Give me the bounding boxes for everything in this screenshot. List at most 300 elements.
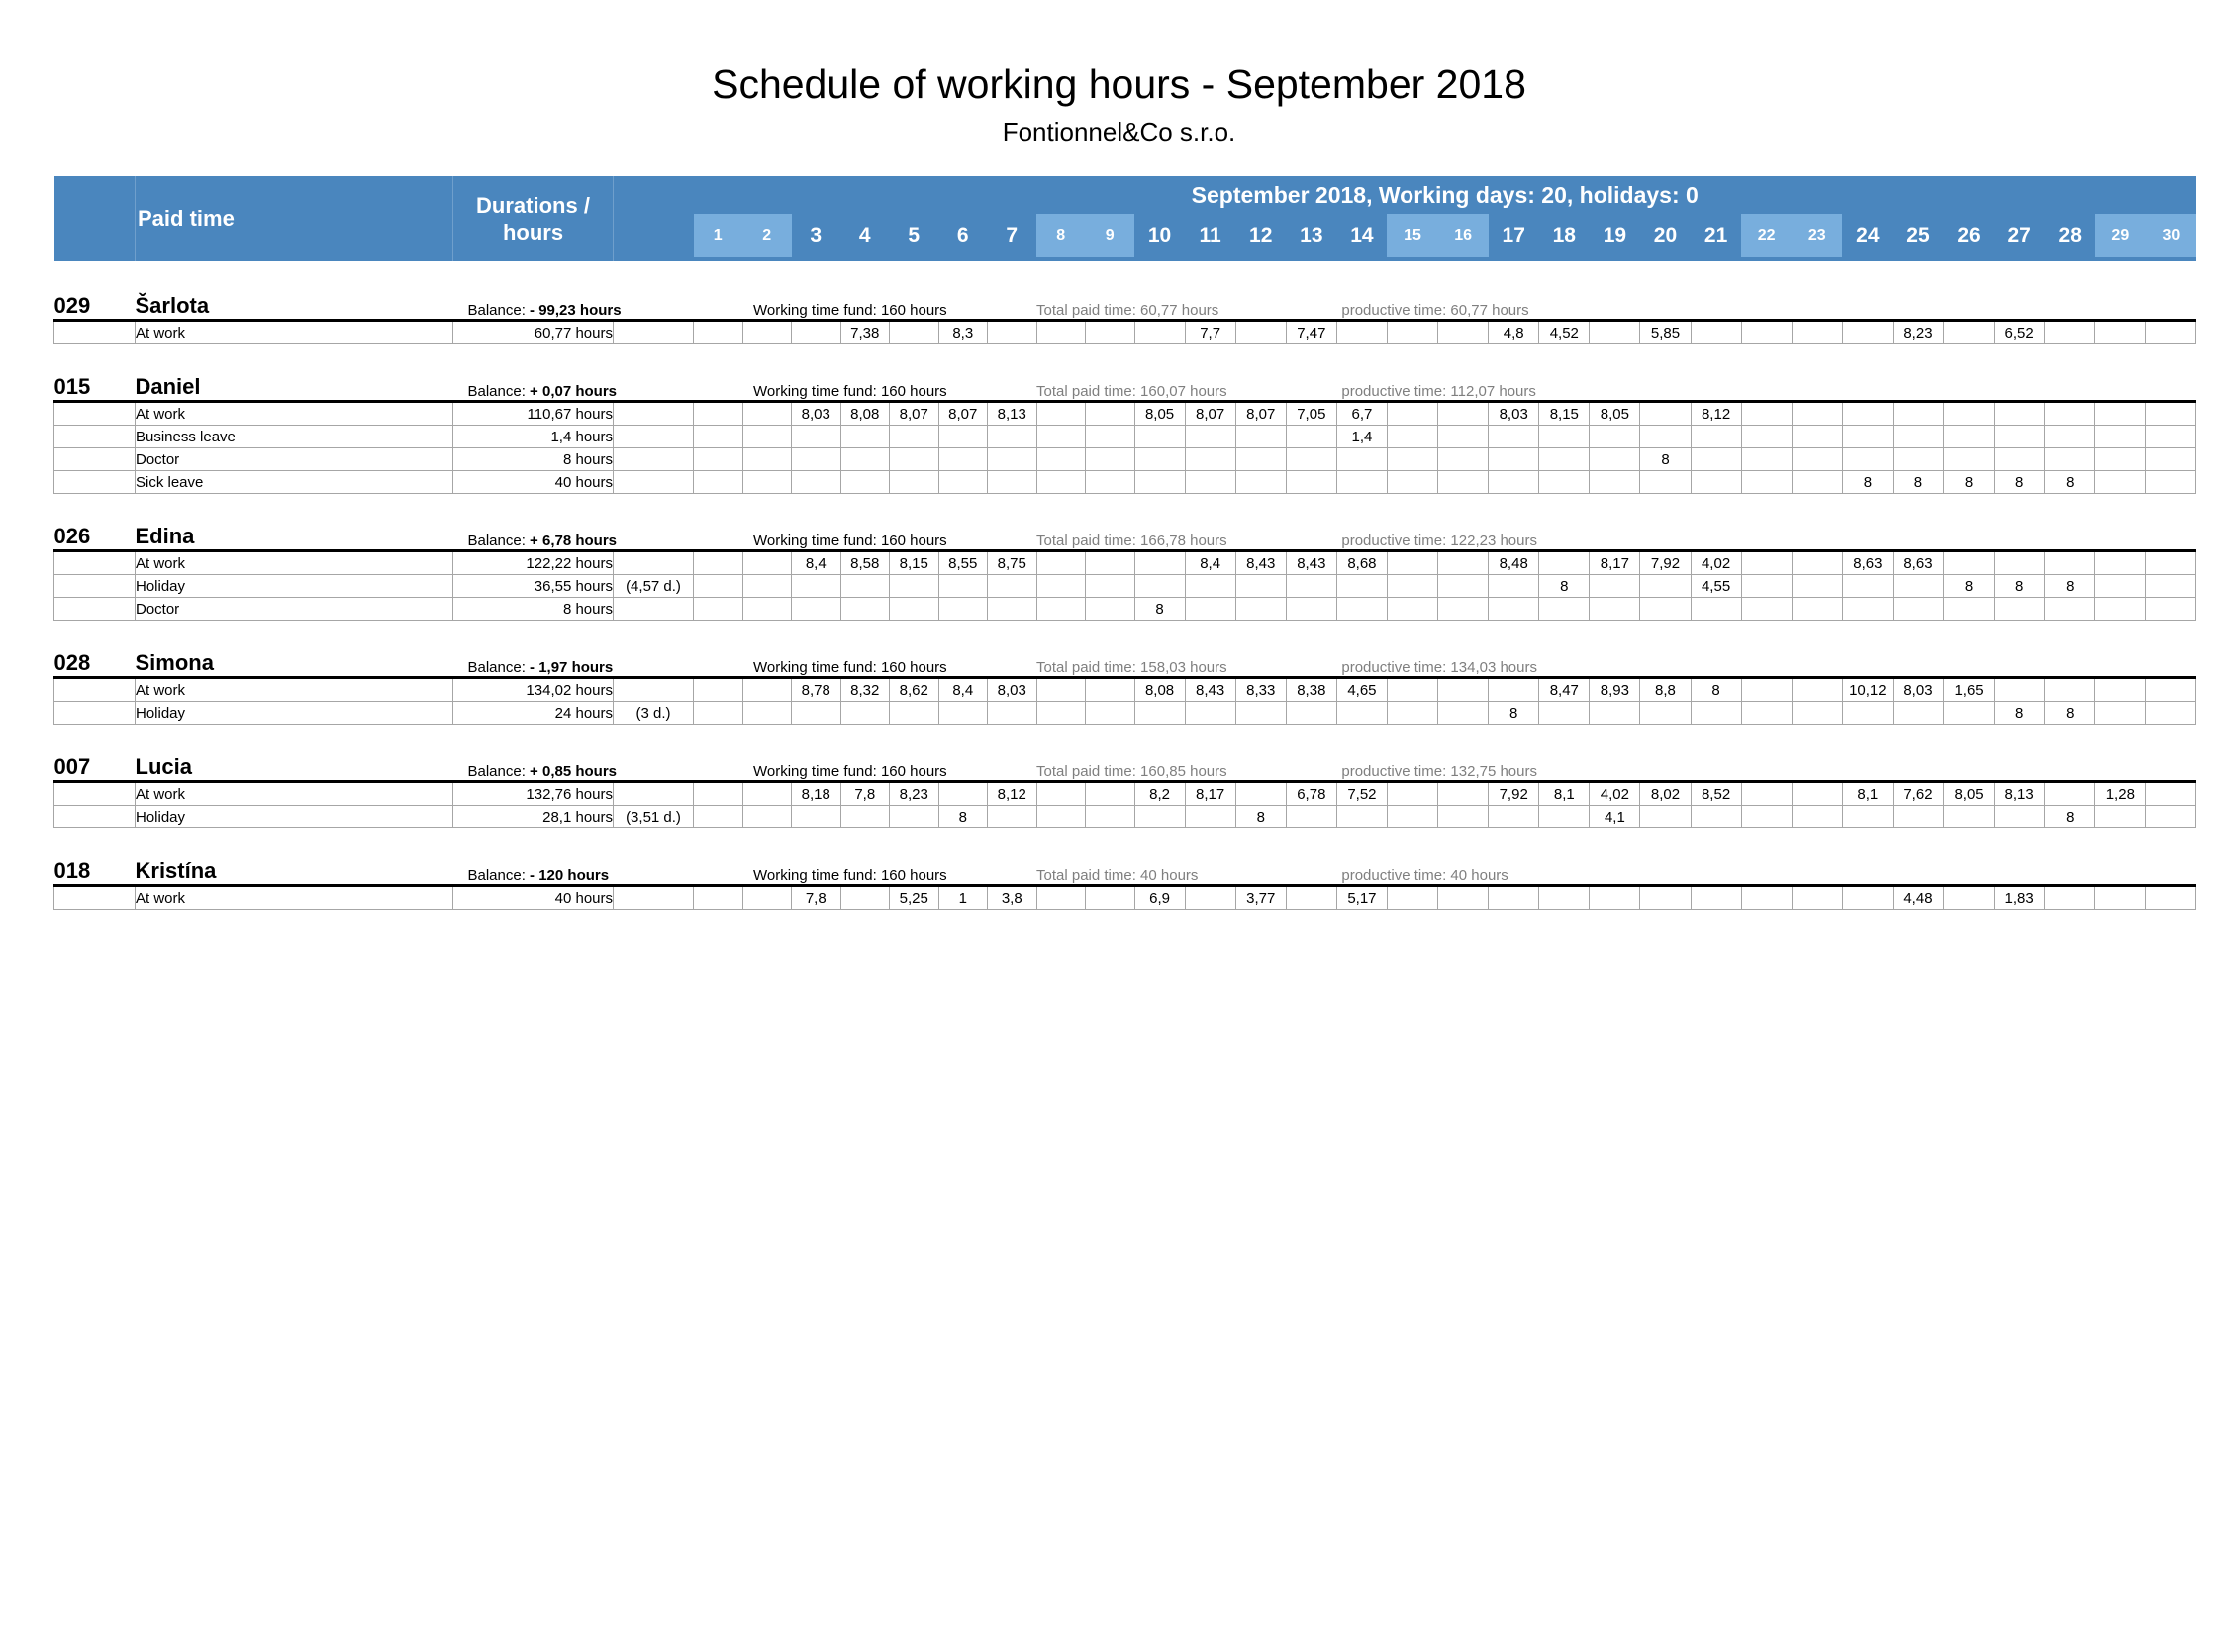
day-value-25 bbox=[1893, 598, 1943, 621]
total-paid-time: Total paid time: 166,78 hours bbox=[1036, 533, 1227, 549]
day-value-10 bbox=[1134, 551, 1185, 575]
day-value-20: 8 bbox=[1640, 448, 1691, 471]
day-header-4 bbox=[840, 214, 890, 261]
day-value-11 bbox=[1185, 575, 1235, 598]
day-value-9 bbox=[1086, 471, 1135, 494]
day-value-7: 8,75 bbox=[988, 551, 1037, 575]
employee-id: 007 bbox=[53, 754, 91, 779]
day-value-13: 7,47 bbox=[1286, 321, 1336, 344]
day-value-15 bbox=[1387, 598, 1437, 621]
day-header-28 bbox=[2045, 214, 2095, 261]
day-value-23 bbox=[1792, 426, 1842, 448]
day-value-25: 4,48 bbox=[1893, 886, 1943, 910]
day-value-30 bbox=[2146, 886, 2196, 910]
day-value-22 bbox=[1741, 402, 1792, 426]
day-value-25 bbox=[1893, 402, 1943, 426]
day-value-18 bbox=[1539, 806, 1590, 828]
day-value-3 bbox=[792, 806, 841, 828]
day-value-14: 1,4 bbox=[1336, 426, 1387, 448]
day-value-4 bbox=[840, 575, 890, 598]
day-value-19: 4,02 bbox=[1590, 782, 1640, 806]
day-number: 15 bbox=[1387, 214, 1437, 257]
day-value-28 bbox=[2045, 426, 2095, 448]
day-value-1 bbox=[694, 806, 743, 828]
day-header-30 bbox=[2146, 214, 2196, 261]
employee-name: Kristína bbox=[135, 858, 217, 883]
table-row bbox=[54, 598, 2196, 621]
day-value-29 bbox=[2095, 575, 2146, 598]
day-value-30 bbox=[2146, 806, 2196, 828]
day-value-16 bbox=[1438, 321, 1489, 344]
employee-header bbox=[54, 752, 2196, 782]
day-header-18 bbox=[1539, 214, 1590, 261]
day-header-12 bbox=[1235, 214, 1286, 261]
duration-hours: 134,02 hours bbox=[453, 678, 614, 702]
duration-hours: 40 hours bbox=[453, 471, 614, 494]
day-value-8 bbox=[1036, 426, 1086, 448]
day-number: 28 bbox=[2058, 224, 2082, 246]
day-number: 11 bbox=[1199, 224, 1221, 246]
day-value-6: 8 bbox=[938, 806, 988, 828]
working-time-fund: Working time fund: 160 hours bbox=[753, 302, 947, 319]
day-value-13: 6,78 bbox=[1286, 782, 1336, 806]
day-value-6 bbox=[938, 598, 988, 621]
day-value-26 bbox=[1944, 551, 1995, 575]
table-row bbox=[54, 782, 2196, 806]
balance-label: Balance: bbox=[467, 533, 526, 549]
day-value-30 bbox=[2146, 471, 2196, 494]
day-value-22 bbox=[1741, 702, 1792, 725]
day-value-30 bbox=[2146, 575, 2196, 598]
day-value-15 bbox=[1387, 426, 1437, 448]
day-value-16 bbox=[1438, 471, 1489, 494]
day-value-3 bbox=[792, 448, 841, 471]
table-row bbox=[54, 448, 2196, 471]
day-value-21 bbox=[1691, 806, 1741, 828]
day-value-14: 5,17 bbox=[1336, 886, 1387, 910]
day-value-7 bbox=[988, 575, 1037, 598]
day-value-8 bbox=[1036, 702, 1086, 725]
day-value-9 bbox=[1086, 321, 1135, 344]
day-value-20 bbox=[1640, 575, 1691, 598]
day-value-12 bbox=[1235, 575, 1286, 598]
day-value-27: 8 bbox=[1995, 471, 2045, 494]
day-value-25: 8,23 bbox=[1893, 321, 1943, 344]
balance-label: Balance: bbox=[467, 302, 526, 319]
day-value-21 bbox=[1691, 598, 1741, 621]
day-value-11 bbox=[1185, 448, 1235, 471]
day-value-19 bbox=[1590, 702, 1640, 725]
day-value-10 bbox=[1134, 471, 1185, 494]
spacer bbox=[54, 261, 2196, 291]
day-value-5 bbox=[890, 426, 939, 448]
day-value-3: 8,78 bbox=[792, 678, 841, 702]
day-value-9 bbox=[1086, 426, 1135, 448]
row-blank bbox=[54, 678, 136, 702]
day-value-6: 8,3 bbox=[938, 321, 988, 344]
day-value-27 bbox=[1995, 598, 2045, 621]
day-value-2 bbox=[742, 426, 792, 448]
balance-value: - 120 hours bbox=[530, 867, 610, 884]
day-header-23 bbox=[1792, 214, 1842, 261]
day-value-26 bbox=[1944, 598, 1995, 621]
day-value-27 bbox=[1995, 551, 2045, 575]
day-value-22 bbox=[1741, 575, 1792, 598]
day-header-15 bbox=[1387, 214, 1437, 261]
day-value-18: 4,52 bbox=[1539, 321, 1590, 344]
day-value-14: 7,52 bbox=[1336, 782, 1387, 806]
day-value-8 bbox=[1036, 598, 1086, 621]
paid-time-type: Business leave bbox=[136, 426, 453, 448]
day-value-15 bbox=[1387, 806, 1437, 828]
day-header-6 bbox=[938, 214, 988, 261]
day-value-1 bbox=[694, 471, 743, 494]
employee-name: Šarlota bbox=[135, 293, 210, 318]
day-value-30 bbox=[2146, 426, 2196, 448]
day-value-6: 8,07 bbox=[938, 402, 988, 426]
day-value-9 bbox=[1086, 402, 1135, 426]
day-value-21: 8 bbox=[1691, 678, 1741, 702]
day-value-21: 8,12 bbox=[1691, 402, 1741, 426]
day-value-9 bbox=[1086, 806, 1135, 828]
day-value-24: 8 bbox=[1842, 471, 1893, 494]
day-value-29 bbox=[2095, 806, 2146, 828]
page-title: Schedule of working hours - September 2018 bbox=[712, 61, 1526, 107]
day-value-28: 8 bbox=[2045, 702, 2095, 725]
day-value-6 bbox=[938, 702, 988, 725]
day-value-10 bbox=[1134, 702, 1185, 725]
day-value-26 bbox=[1944, 702, 1995, 725]
day-header-24 bbox=[1842, 214, 1893, 261]
day-value-3 bbox=[792, 575, 841, 598]
duration-days bbox=[614, 598, 694, 621]
day-value-25: 8,03 bbox=[1893, 678, 1943, 702]
day-value-24 bbox=[1842, 886, 1893, 910]
day-number: 22 bbox=[1741, 214, 1792, 257]
day-value-23 bbox=[1792, 886, 1842, 910]
day-value-27: 8 bbox=[1995, 702, 2045, 725]
balance-value: - 99,23 hours bbox=[530, 302, 622, 319]
day-value-4: 7,8 bbox=[840, 782, 890, 806]
paid-time-type: At work bbox=[136, 402, 453, 426]
day-value-1 bbox=[694, 551, 743, 575]
day-value-16 bbox=[1438, 886, 1489, 910]
day-value-14 bbox=[1336, 448, 1387, 471]
day-value-7: 3,8 bbox=[988, 886, 1037, 910]
day-value-22 bbox=[1741, 426, 1792, 448]
employee-name: Lucia bbox=[135, 754, 192, 779]
day-value-17: 8,48 bbox=[1489, 551, 1539, 575]
day-value-16 bbox=[1438, 598, 1489, 621]
day-value-18: 8,1 bbox=[1539, 782, 1590, 806]
day-value-9 bbox=[1086, 448, 1135, 471]
day-value-25 bbox=[1893, 448, 1943, 471]
day-value-14: 4,65 bbox=[1336, 678, 1387, 702]
day-value-23 bbox=[1792, 806, 1842, 828]
duration-days bbox=[614, 426, 694, 448]
day-value-24 bbox=[1842, 402, 1893, 426]
day-value-23 bbox=[1792, 782, 1842, 806]
day-value-19 bbox=[1590, 598, 1640, 621]
day-value-17 bbox=[1489, 448, 1539, 471]
day-value-19: 4,1 bbox=[1590, 806, 1640, 828]
day-value-20 bbox=[1640, 886, 1691, 910]
day-header-20 bbox=[1640, 214, 1691, 261]
day-value-21 bbox=[1691, 448, 1741, 471]
day-number: 13 bbox=[1300, 224, 1323, 246]
day-value-2 bbox=[742, 321, 792, 344]
day-value-27 bbox=[1995, 678, 2045, 702]
day-value-20 bbox=[1640, 806, 1691, 828]
day-value-3 bbox=[792, 598, 841, 621]
day-value-13 bbox=[1286, 702, 1336, 725]
balance-label: Balance: bbox=[467, 659, 526, 676]
day-number: 12 bbox=[1249, 224, 1273, 246]
day-value-28 bbox=[2045, 448, 2095, 471]
day-value-12: 3,77 bbox=[1235, 886, 1286, 910]
day-value-19 bbox=[1590, 321, 1640, 344]
duration-days: (3 d.) bbox=[614, 702, 694, 725]
table-row bbox=[54, 678, 2196, 702]
day-value-10 bbox=[1134, 426, 1185, 448]
row-blank bbox=[54, 471, 136, 494]
day-value-16 bbox=[1438, 448, 1489, 471]
day-value-8 bbox=[1036, 678, 1086, 702]
paid-time-type: Doctor bbox=[136, 448, 453, 471]
day-value-4: 8,08 bbox=[840, 402, 890, 426]
table-row bbox=[54, 551, 2196, 575]
day-value-4 bbox=[840, 598, 890, 621]
total-paid-time: Total paid time: 158,03 hours bbox=[1036, 659, 1227, 676]
paid-time-type: Sick leave bbox=[136, 471, 453, 494]
day-value-4 bbox=[840, 702, 890, 725]
month-title: September 2018, Working days: 20, holidays: 0 bbox=[694, 176, 2196, 214]
day-value-12 bbox=[1235, 598, 1286, 621]
day-number: 8 bbox=[1036, 214, 1086, 257]
day-value-7 bbox=[988, 598, 1037, 621]
day-header-16 bbox=[1438, 214, 1489, 261]
day-value-11 bbox=[1185, 886, 1235, 910]
duration-days: (4,57 d.) bbox=[614, 575, 694, 598]
day-value-21 bbox=[1691, 321, 1741, 344]
employee-id: 028 bbox=[53, 650, 91, 675]
day-value-12: 8,33 bbox=[1235, 678, 1286, 702]
day-value-16 bbox=[1438, 782, 1489, 806]
day-value-13 bbox=[1286, 806, 1336, 828]
day-value-19: 8,17 bbox=[1590, 551, 1640, 575]
working-time-fund: Working time fund: 160 hours bbox=[753, 867, 947, 884]
day-value-13 bbox=[1286, 471, 1336, 494]
duration-hours: 110,67 hours bbox=[453, 402, 614, 426]
day-value-27: 8,13 bbox=[1995, 782, 2045, 806]
table-row bbox=[54, 575, 2196, 598]
day-value-3: 7,8 bbox=[792, 886, 841, 910]
day-value-28: 8 bbox=[2045, 575, 2095, 598]
day-value-19 bbox=[1590, 448, 1640, 471]
day-value-30 bbox=[2146, 402, 2196, 426]
day-value-7: 8,13 bbox=[988, 402, 1037, 426]
paid-time-type: Holiday bbox=[136, 575, 453, 598]
day-header-10 bbox=[1134, 214, 1185, 261]
day-value-16 bbox=[1438, 806, 1489, 828]
total-paid-time: Total paid time: 160,07 hours bbox=[1036, 383, 1227, 400]
day-value-8 bbox=[1036, 402, 1086, 426]
day-header-11 bbox=[1185, 214, 1235, 261]
day-value-23 bbox=[1792, 551, 1842, 575]
day-value-3 bbox=[792, 321, 841, 344]
day-value-1 bbox=[694, 575, 743, 598]
day-value-24: 10,12 bbox=[1842, 678, 1893, 702]
day-value-9 bbox=[1086, 782, 1135, 806]
paid-time-type: Holiday bbox=[136, 702, 453, 725]
spacer bbox=[54, 828, 2196, 857]
balance-label: Balance: bbox=[467, 383, 526, 400]
company-name: Fontionnel&Co s.r.o. bbox=[1002, 117, 1236, 146]
day-value-20 bbox=[1640, 402, 1691, 426]
day-value-25: 7,62 bbox=[1893, 782, 1943, 806]
balance-label: Balance: bbox=[467, 867, 526, 884]
day-header-13 bbox=[1286, 214, 1336, 261]
paid-time-type: At work bbox=[136, 886, 453, 910]
day-value-21: 4,55 bbox=[1691, 575, 1741, 598]
day-value-3: 8,18 bbox=[792, 782, 841, 806]
duration-days bbox=[614, 551, 694, 575]
day-header-3 bbox=[792, 214, 841, 261]
day-value-6: 8,4 bbox=[938, 678, 988, 702]
day-value-16 bbox=[1438, 402, 1489, 426]
employee-balance bbox=[453, 856, 743, 886]
day-number: 5 bbox=[908, 224, 921, 246]
day-value-6 bbox=[938, 448, 988, 471]
duration-hours: 60,77 hours bbox=[453, 321, 614, 344]
day-value-17 bbox=[1489, 575, 1539, 598]
day-value-17 bbox=[1489, 678, 1539, 702]
employee-header bbox=[54, 856, 2196, 886]
day-value-26 bbox=[1944, 402, 1995, 426]
day-value-2 bbox=[742, 402, 792, 426]
day-number: 4 bbox=[858, 224, 871, 246]
working-time-fund: Working time fund: 160 hours bbox=[753, 533, 947, 549]
day-value-12 bbox=[1235, 702, 1286, 725]
day-value-15 bbox=[1387, 886, 1437, 910]
day-value-30 bbox=[2146, 782, 2196, 806]
day-value-19 bbox=[1590, 471, 1640, 494]
paid-time-type: At work bbox=[136, 782, 453, 806]
day-value-5 bbox=[890, 598, 939, 621]
day-value-23 bbox=[1792, 678, 1842, 702]
day-header-9 bbox=[1086, 214, 1135, 261]
day-value-8 bbox=[1036, 806, 1086, 828]
balance-label: Balance: bbox=[467, 763, 526, 780]
day-header-27 bbox=[1995, 214, 2045, 261]
day-value-1 bbox=[694, 702, 743, 725]
working-time-fund: Working time fund: 160 hours bbox=[753, 763, 947, 780]
day-value-28: 8 bbox=[2045, 806, 2095, 828]
day-number: 24 bbox=[1856, 224, 1880, 246]
day-value-29 bbox=[2095, 598, 2146, 621]
duration-days bbox=[614, 678, 694, 702]
day-number: 6 bbox=[956, 224, 969, 246]
day-value-19: 8,93 bbox=[1590, 678, 1640, 702]
day-number: 27 bbox=[2007, 224, 2031, 246]
day-value-28 bbox=[2045, 678, 2095, 702]
day-value-15 bbox=[1387, 678, 1437, 702]
spacer bbox=[54, 494, 2196, 523]
day-value-14 bbox=[1336, 471, 1387, 494]
day-value-18 bbox=[1539, 551, 1590, 575]
day-value-20: 8,02 bbox=[1640, 782, 1691, 806]
day-value-18 bbox=[1539, 471, 1590, 494]
day-value-16 bbox=[1438, 678, 1489, 702]
day-value-20 bbox=[1640, 471, 1691, 494]
day-value-3: 8,4 bbox=[792, 551, 841, 575]
paid-time-type: At work bbox=[136, 321, 453, 344]
day-value-26: 8,05 bbox=[1944, 782, 1995, 806]
day-value-24: 8,63 bbox=[1842, 551, 1893, 575]
duration-days bbox=[614, 886, 694, 910]
day-value-26 bbox=[1944, 426, 1995, 448]
day-value-5: 8,15 bbox=[890, 551, 939, 575]
day-value-20: 8,8 bbox=[1640, 678, 1691, 702]
row-blank bbox=[54, 806, 136, 828]
day-value-3 bbox=[792, 702, 841, 725]
day-header-25 bbox=[1893, 214, 1943, 261]
day-value-20 bbox=[1640, 598, 1691, 621]
day-value-2 bbox=[742, 782, 792, 806]
day-value-1 bbox=[694, 598, 743, 621]
table-row bbox=[54, 471, 2196, 494]
day-value-7 bbox=[988, 806, 1037, 828]
day-value-11: 8,4 bbox=[1185, 551, 1235, 575]
day-value-29 bbox=[2095, 402, 2146, 426]
day-value-13: 8,38 bbox=[1286, 678, 1336, 702]
day-value-7 bbox=[988, 471, 1037, 494]
day-value-24 bbox=[1842, 575, 1893, 598]
day-value-12 bbox=[1235, 471, 1286, 494]
day-value-4 bbox=[840, 886, 890, 910]
paid-time-type: Doctor bbox=[136, 598, 453, 621]
day-value-10: 8,05 bbox=[1134, 402, 1185, 426]
productive-time: productive time: 134,03 hours bbox=[1341, 659, 1537, 676]
day-value-22 bbox=[1741, 471, 1792, 494]
day-value-1 bbox=[694, 321, 743, 344]
total-paid-time: Total paid time: 160,85 hours bbox=[1036, 763, 1227, 780]
working-time-fund: Working time fund: 160 hours bbox=[753, 383, 947, 400]
day-value-30 bbox=[2146, 598, 2196, 621]
day-number: 25 bbox=[1906, 224, 1930, 246]
day-value-30 bbox=[2146, 551, 2196, 575]
day-number: 29 bbox=[2095, 214, 2146, 257]
day-value-2 bbox=[742, 575, 792, 598]
day-value-2 bbox=[742, 598, 792, 621]
day-value-6 bbox=[938, 782, 988, 806]
day-value-9 bbox=[1086, 551, 1135, 575]
day-header-29 bbox=[2095, 214, 2146, 261]
day-value-28 bbox=[2045, 782, 2095, 806]
day-value-11 bbox=[1185, 702, 1235, 725]
employee-balance bbox=[453, 372, 743, 402]
day-header-2 bbox=[742, 214, 792, 261]
day-value-3: 8,03 bbox=[792, 402, 841, 426]
day-value-18 bbox=[1539, 702, 1590, 725]
day-value-10: 8,2 bbox=[1134, 782, 1185, 806]
duration-hours: 8 hours bbox=[453, 598, 614, 621]
day-value-22 bbox=[1741, 886, 1792, 910]
day-value-20: 5,85 bbox=[1640, 321, 1691, 344]
day-value-2 bbox=[742, 702, 792, 725]
table-row bbox=[54, 886, 2196, 910]
day-value-12: 8 bbox=[1235, 806, 1286, 828]
